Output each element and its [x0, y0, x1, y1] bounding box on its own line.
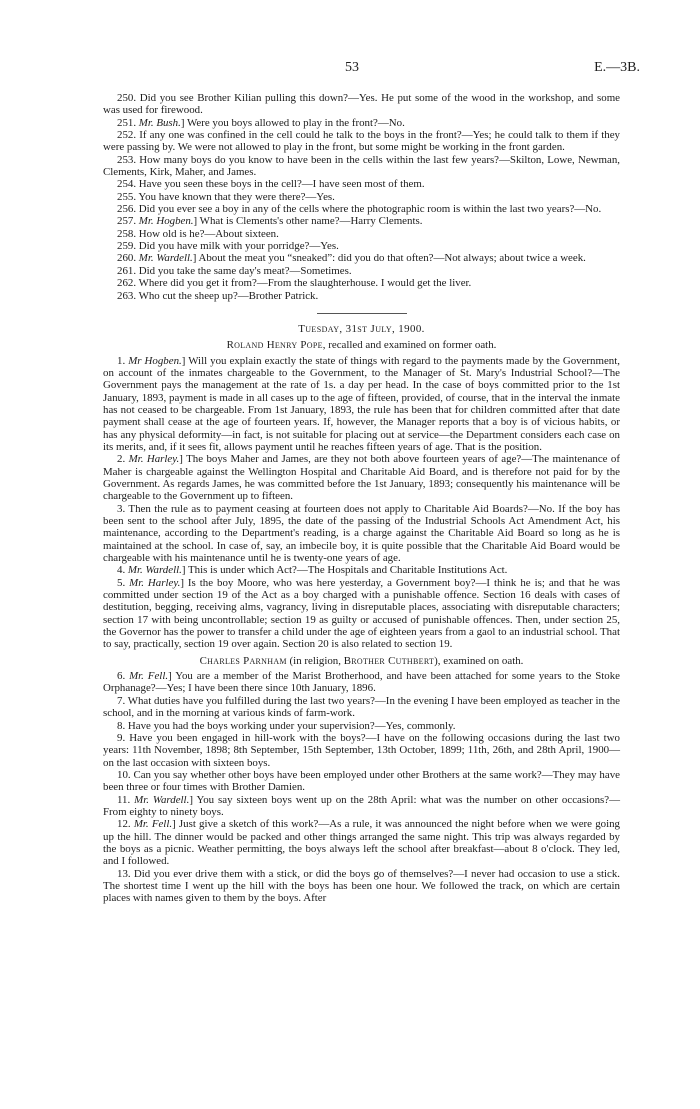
speaker: Mr. Fell. — [133, 818, 173, 831]
paragraph-s13: 13. Did you ever drive them with a stick, or did the boys go of themselves?—I never had occasion to use a stick. The shortest time I went up the hill with the boys has been one hour. We followed the track, on which are certain places with names given to them by the boys. After — [103, 867, 620, 905]
document-reference: E.—3B. — [594, 60, 640, 75]
date-heading: Tuesday, 31st July, 1900. — [298, 322, 425, 335]
question-number: 1. — [117, 354, 129, 367]
paragraph-q253: 253. How many boys do you know to have been in the cells within the last few years?—Skilton, Lowe, Newman, Clements, Kirk, Maher, and James. — [103, 153, 620, 179]
question-text: ] You are a member of the Marist Brotherhood, and have been attached for some years to the Stoke Orphanage?—Yes; I have been there since 10th January, 1896. — [103, 670, 621, 695]
paragraph-s4 — [103, 564, 620, 576]
religious-name: Brother Cuthbert — [343, 654, 435, 667]
speaker: Mr. Wardell. — [138, 252, 193, 265]
paragraph-s3: 3. Then the rule as to payment ceasing at fourteen does not apply to Charitable Aid Boards?—No. If the boy has been sent to the school after July, 1895, the date of the passing of the Industrial Schools Act Amendment Act, his maintenance, according to the Department's reading, is a charge against the Charitable Aid Board so long as he is maintained at the school. In case of, say, an imbecile boy, it is quite possible that the Charitable Aid Board would be chargeable with his maintenance until he is twenty-one years of age. — [103, 502, 620, 565]
speaker: Mr. Wardell. — [134, 793, 190, 806]
witness-name: Roland Henry Pope — [226, 339, 323, 352]
question-number: 257. — [117, 215, 139, 228]
paragraph-q258: 258. How old is he?—About sixteen. — [117, 227, 279, 240]
question-text: ] Will you explain exactly the state of things with regard to the payments made by the Government, on account of the inmates chargeable to the Government, to the Manager of St. Mary's Industrial School?—The Government pays the management at the rate of 1s. a day per head. In the case of boys committed prior to the 1st January, 1893, payment is made in all cases up to the age of fifteen, provided, of course, that in the interval the inmate has not ceased to be chargeable. From 1st January, 1893, the rule has been that for children committed after that date payment shall cease at the age of fourteen years. If, however, the Manager reports that a boy is of vicious habits, or has any physical deformity—in fact, is not suitable for placing out at service—the Department considers each case on its merits, and, if it sees fit, allows payment until he reaches fifteen years of age. That is the position. — [103, 354, 620, 453]
question-text: ] About the meat you “sneaked”: did you do that often?—Not always; about twice a week. — [192, 252, 586, 265]
paragraph-q250: 250. Did you see Brother Kilian pulling this down?—Yes. He put some of the wood in the workshop, and some was used for firewood. — [103, 92, 620, 117]
paragraph-q259: 259. Did you have milk with your porridge?—Yes. — [117, 240, 339, 253]
speaker: Mr. Wardell. — [127, 564, 182, 577]
witness-heading-parnham — [103, 655, 620, 667]
question-number: 260. — [117, 252, 139, 265]
speaker: Mr. Harley. — [128, 453, 180, 466]
paragraph-q257 — [103, 215, 620, 227]
paragraph-q256: 256. Did you ever see a boy in any of the cells where the photographic room is within the last two years?—No. — [117, 203, 602, 216]
section-divider — [317, 313, 407, 314]
paragraph-s1 — [103, 355, 620, 454]
witness-description: ), examined on oath. — [434, 654, 524, 667]
paragraph-q251 — [103, 117, 620, 129]
paragraph-s10: 10. Can you say whether other boys have been employed under other Brothers at the same work?—They may have been three or four times with Brother Damien. — [103, 768, 620, 794]
paragraph-s9: 9. Have you been engaged in hill-work with the boys?—I have on the following occasions during the last two years: 11th November, 1898; 8th September, 15th September, 13th October, 1899; 11th, 26th, and 28th April, 1900—on the last occasion with sixteen boys. — [103, 731, 620, 769]
paragraph-s12 — [103, 818, 620, 867]
question-number: 4. — [117, 564, 128, 577]
paragraph-s8: 8. Have you had the boys working under your supervision?—Yes, commonly. — [117, 719, 456, 732]
speaker: Mr. Fell. — [129, 670, 169, 683]
question-text: ] Is the boy Moore, who was here yesterday, a Government boy?—I think he is; and that he was committed under section 19 of the Act as a boy charged with a punishable offence. Section 16 deals with cases of destitution, begging, receiving alms, vagrancy, living in disreputable places, associating with disreputable characters; section 17 with being uncontrollable; section 19 as guilty or accused of punishable offences. Then, under section 25, the Governor has the power to transfer a child under the age of eighteen years from a gaol to an industrial school. That to say, practically, section 19 over again. Section 20 is also related to section 19. — [103, 576, 620, 651]
question-text: ] The boys Maher and James, are they not both above fourteen years of age?—The maintenance of Maher is chargeable against the Wellington Hospital and Charitable Aid Board, and is therefore not paid for by the Government. As regards James, he was committed before the 1st January, 1893; consequently his maintenance will be chargeable to the Government up to fifteen. — [103, 453, 621, 503]
speaker: Mr. Harley. — [129, 576, 181, 589]
speaker: Mr Hogben. — [128, 354, 182, 367]
paragraph-s7: 7. What duties have you fulfilled during the last two years?—In the evening I have been employed as teacher in the school, and in the morning at various kinds of farm-work. — [103, 694, 620, 720]
paragraph-q263: 263. Who cut the sheep up?—Brother Patrick. — [117, 289, 319, 302]
paragraph-q255: 255. You have known that they were there?—Yes. — [117, 190, 335, 203]
witness-description: , recalled and examined on former oath. — [322, 339, 497, 352]
witness-heading-pope — [103, 339, 620, 351]
paragraph-q261: 261. Did you take the same day's meat?—Sometimes. — [117, 264, 352, 277]
page-number: 53 — [345, 60, 359, 75]
paragraph-s2 — [103, 453, 620, 502]
question-number: 5. — [117, 576, 130, 589]
speaker: Mr. Hogben. — [138, 215, 194, 228]
question-text: ] Just give a sketch of this work?—As a rule, it was announced the night before when we were going up the hill. The dinner would be packed and other things arranged the same night. This trip was always regarded by the boys as a picnic. Weather permitting, the boys always left the school after breakfast—about 8 o'clock. They led, and I followed. — [103, 818, 621, 868]
witness-name: Charles Parnham — [199, 654, 287, 667]
page-body — [103, 92, 620, 905]
page-header — [0, 60, 700, 80]
witness-mid: (in religion, — [286, 654, 344, 667]
question-text: ] What is Clements's other name?—Harry Clements. — [193, 215, 423, 228]
paragraph-s6 — [103, 670, 620, 695]
question-number: 12. — [117, 818, 134, 831]
question-text: ] This is under which Act?—The Hospitals and Charitable Institutions Act. — [181, 564, 508, 577]
paragraph-q254: 254. Have you seen these boys in the cell?—I have seen most of them. — [117, 178, 425, 191]
paragraph-q260 — [103, 252, 620, 264]
speaker: Mr. Bush. — [138, 116, 181, 129]
paragraph-q252: 252. If any one was confined in the cell could he talk to the boys in the front?—Yes; he could talk to them if they were passing by. We were not allowed to play in the front, but some might be working in the front garden. — [103, 129, 620, 154]
question-number: 11. — [117, 793, 135, 806]
question-text: ] You say sixteen boys went up on the 28th April: what was the number on other occasions?—From eighty to ninety boys. — [103, 793, 621, 818]
question-number: 2. — [117, 453, 129, 466]
question-number: 6. — [117, 670, 130, 683]
paragraph-s11 — [103, 794, 620, 819]
paragraph-q262: 262. Where did you get it from?—From the slaughterhouse. I would get the liver. — [117, 277, 472, 290]
paragraph-s5 — [103, 577, 620, 651]
question-text: ] Were you boys allowed to play in the front?—No. — [180, 116, 405, 129]
question-number: 251. — [117, 116, 139, 129]
